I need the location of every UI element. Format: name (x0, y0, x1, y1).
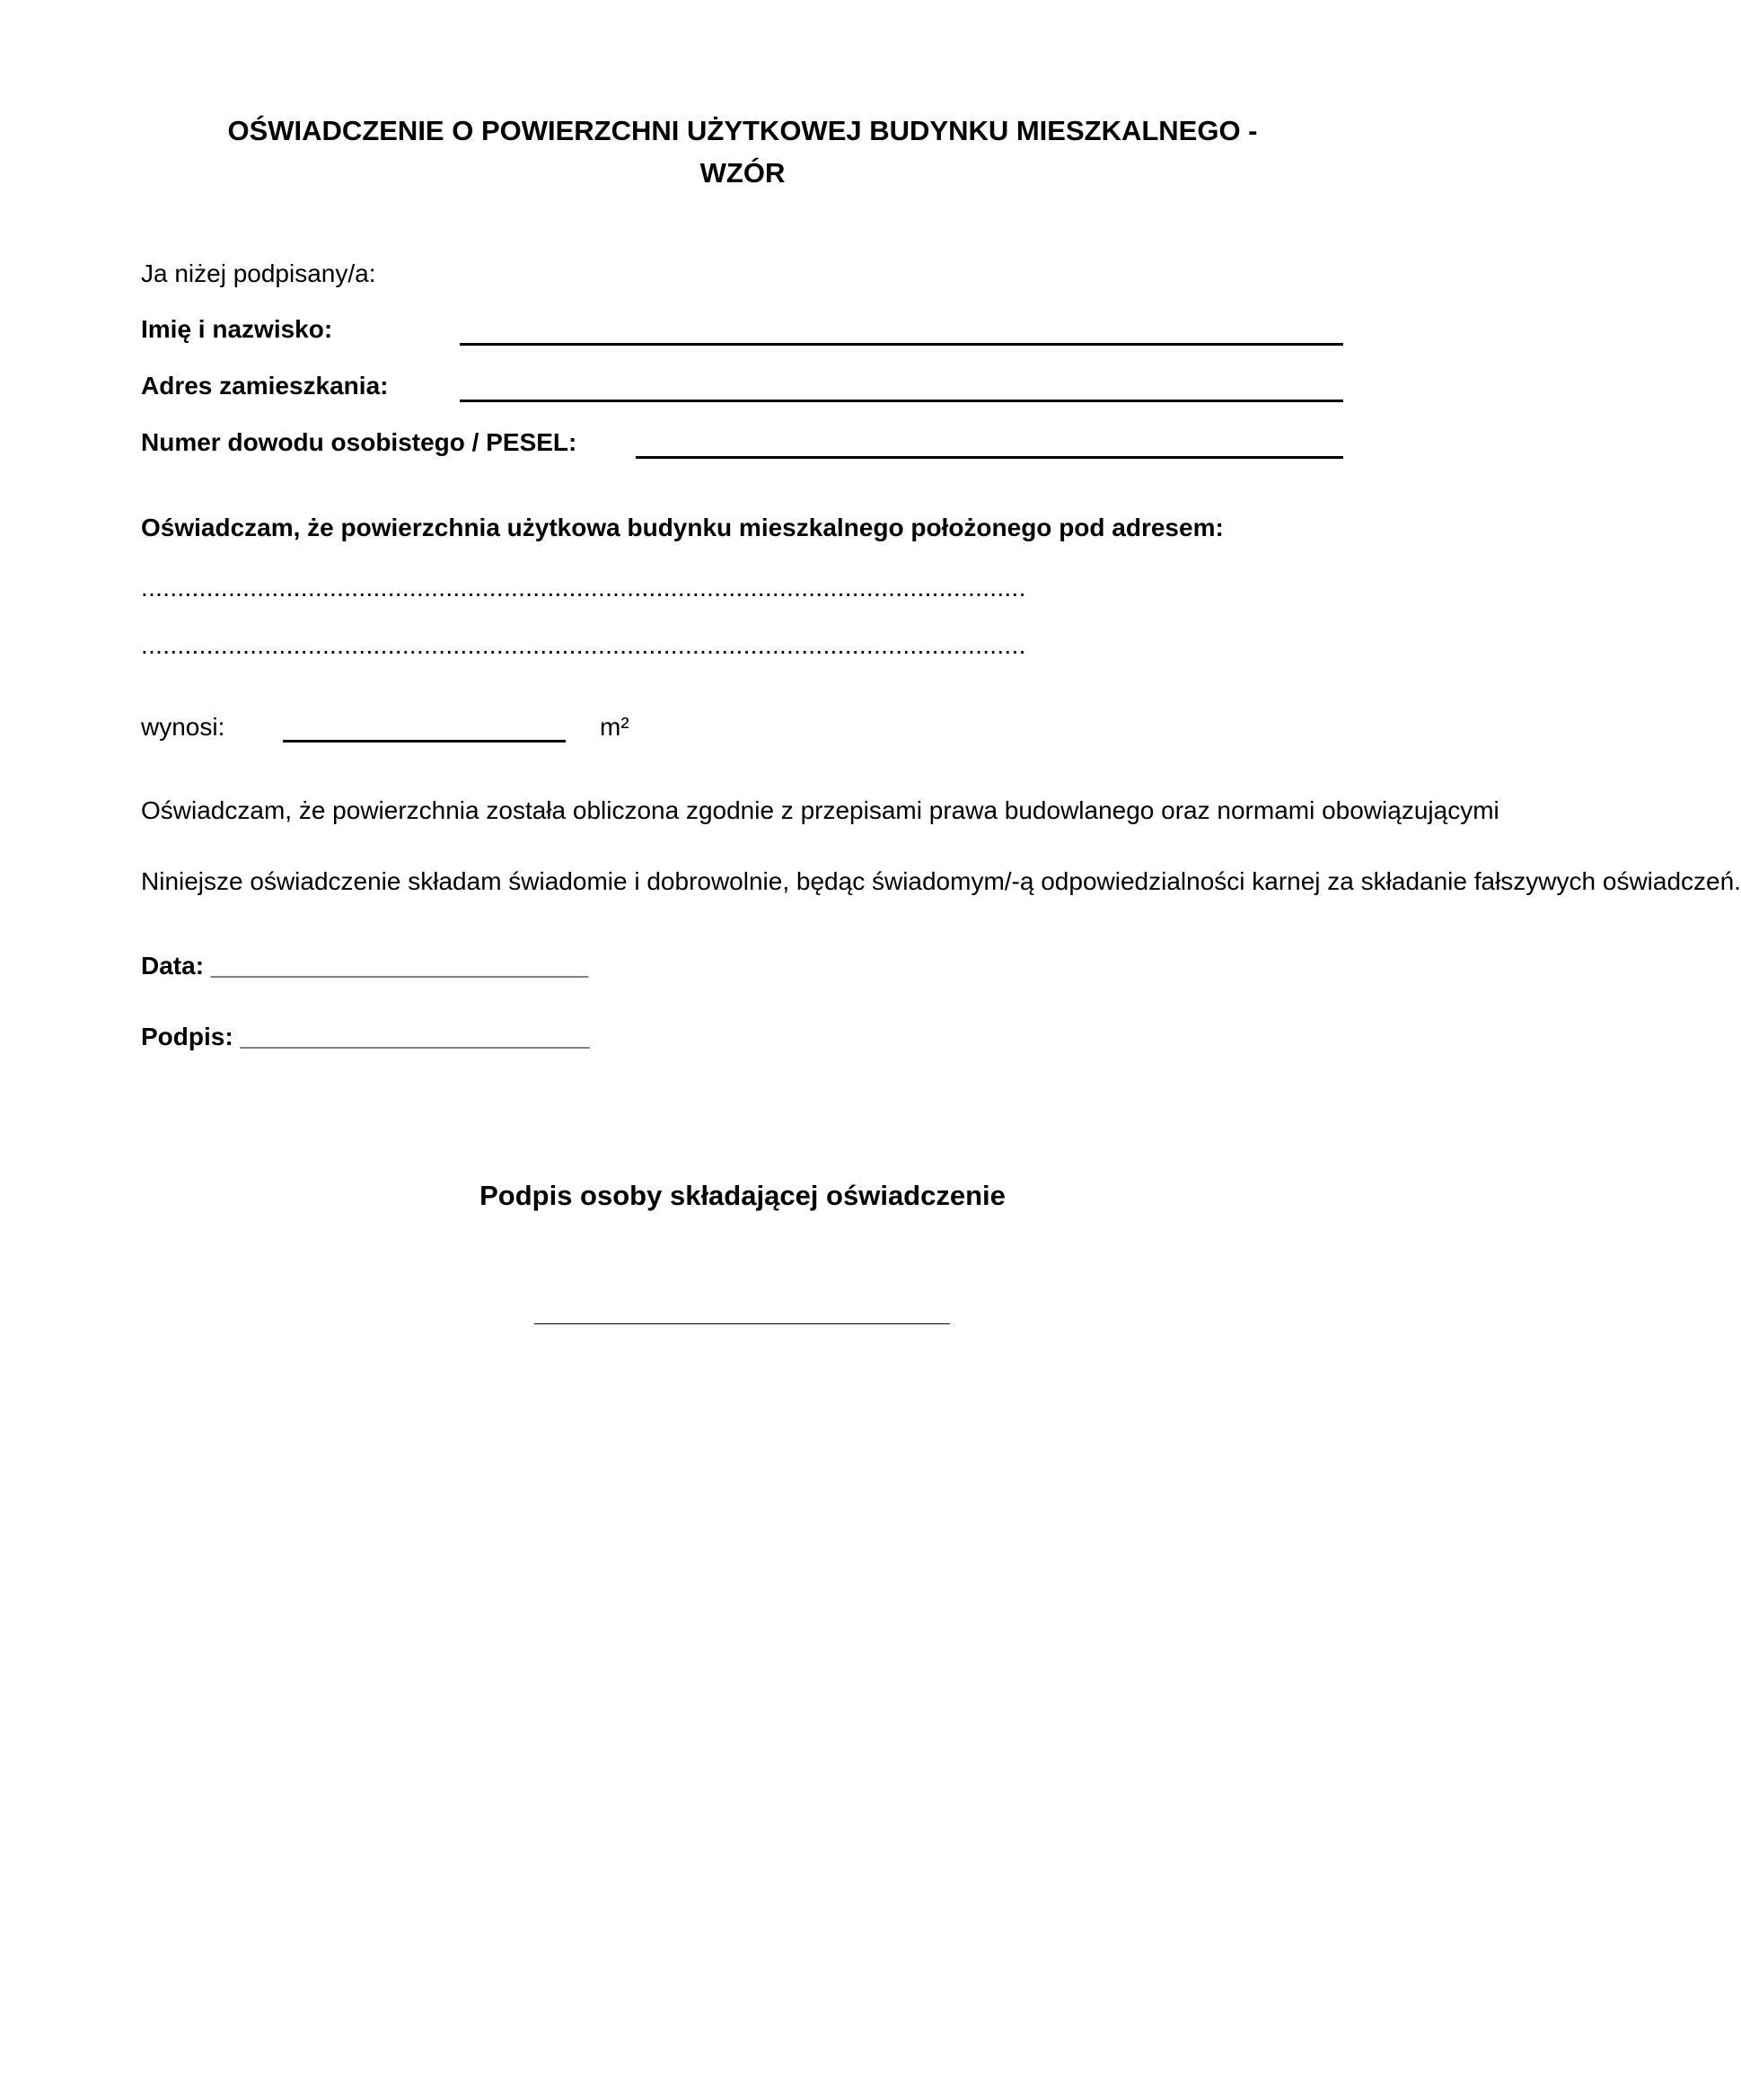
document-title-line-1: OŚWIADCZENIE O POWIERZCHNI UŻYTKOWEJ BUDYNKU MIESZKALNEGO - (227, 115, 1258, 146)
signature-caption: Podpis osoby składającej oświadczenie (479, 1180, 1006, 1211)
name-label: Imię i nazwisko: (141, 315, 333, 343)
statement-voluntary: Niniejsze oświadczenie składam świadomie i dobrowolnie, będąc świadomym/-ą odpowiedzialności karnej za składanie fałszywych oświadczeń. (141, 867, 1741, 895)
signature-line[interactable] (534, 1323, 950, 1324)
document-title-line-2: WZÓR (699, 157, 786, 189)
dotted-address-line-2[interactable]: .......................................................................................................................... (141, 631, 1026, 659)
signature-field[interactable]: Podpis: _________________________ (141, 1023, 590, 1050)
id-label: Numer dowodu osobistego / PESEL: (141, 428, 577, 456)
address-label: Adres zamieszkania: (141, 372, 389, 400)
dotted-address-line-1[interactable]: .......................................................................................................................... (141, 574, 1026, 602)
date-field[interactable]: Data: ___________________________ (141, 952, 589, 980)
statement-calculation: Oświadczam, że powierzchnia została obliczona zgodnie z przepisami prawa budowlanego oraz normami obowiązującymi (141, 796, 1499, 824)
area-field-line[interactable] (283, 740, 566, 742)
area-label: wynosi: (141, 713, 225, 741)
area-unit: m² (600, 713, 629, 741)
id-field-line[interactable] (636, 456, 1343, 459)
declaration-heading: Oświadczam, że powierzchnia użytkowa budynku mieszkalnego położonego pod adresem: (141, 514, 1224, 541)
name-field-line[interactable] (460, 343, 1343, 346)
address-field-line[interactable] (460, 400, 1343, 402)
intro-text: Ja niżej podpisany/a: (141, 259, 376, 287)
